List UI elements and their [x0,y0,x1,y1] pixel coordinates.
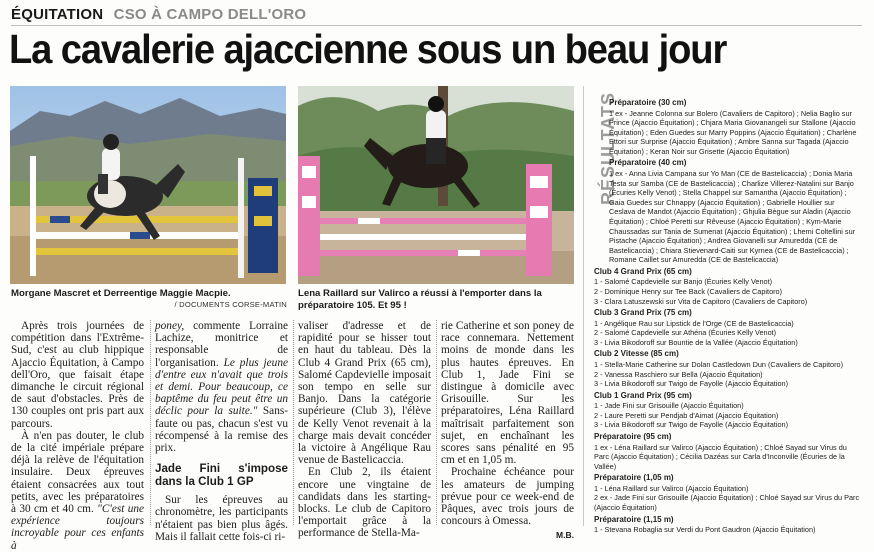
photo2-caption: Lena Raillard sur Valirco a réussi à l'emporter dans la préparatoire 105. Et 95 ! [298,288,542,311]
headline: La cavalerie ajaccienne sous un beau jour [9,26,727,72]
result-entry: 1 - Léna Raillard sur Valirco (Ajaccio Équitation) [594,483,749,493]
result-entry: 2 - Salomé Capdevielle sur Athéna (Écuries Kelly Venot) [594,328,777,338]
result-category: Préparatoire (1,05 m) [594,473,674,483]
result-entry: 1 ex - Jeanne Colonna sur Bolero (Cavaliers de Capitoro) ; Nelia Baglio sur Prince (Ajaccio Équitation) ; Chjara Maria Giovanangeli sur Stallone (Ajaccio Équitation) ; Eden Guedes sur Marry Poppins (Ajaccio Équitation) ; Charlène Ettori sur Surprise (Ajaccio Équitation) ; Ambre Sanna sur Tagada (Ajaccio Équitation) ; Keran Noir sur Grisette (Ajaccio Équitation) [609,108,857,156]
result-entry: 1 - Salomé Capdevielle sur Banjo (Écuries Kelly Venot) [594,277,773,287]
result-category: Club 3 Grand Prix (75 cm) [594,308,692,318]
column-divider [150,320,151,525]
article-paragraph: valiser d'adresse et de rapidité pour se hisser tout en haut du tableau. Dès la Club 4 Grand Prix (65 cm), Salomé Capdevielle imposait son tempo en selle sur Banjo. Dans la catégorie supérieure (Club 3), l'élève de Kelly Venot revenait à la charge mais devait concéder la victoire à Angélique Rau venue de Bastelicaccia. [298,320,431,467]
rubric [11,6,306,23]
result-entry: 3 - Livia Bikodoroff sur Bountie de la Vallée (Ajaccio Équitation) [594,337,798,347]
article-paragraph: En Club 2, ils étaient encore une vingtaine de candidats dans les starting-blocks. Le club de Capitoro l'emportait grâce à la performance de Stella-Ma- [298,466,431,540]
section-name: ÉQUITATION [11,6,104,23]
result-entry: 3 - Livia Bikodoroff sur Twigo de Fayolle (Ajaccio Équitation) [594,379,789,389]
article-paragraph: Après trois journées de compétition dans l'Extrême-Sud, c'est au club hippique Ajaccio Équitation, à Campo dell'Oro, que faisait étape dimanche le circuit régional de saut d'obstacles. Près de 130 couples ont pris part aux parcours. [11,320,144,430]
results-list [594,98,862,535]
photo-credit: / DOCUMENTS CORSE-MATIN [174,300,287,309]
result-entry: 3 - Livia Bikodoroff sur Twigo de Fayolle (Ajaccio Équitation) [594,420,789,430]
author-signature: M.B. [556,530,574,541]
result-entry: 2 - Dominique Henry sur Tee Back (Cavaliers de Capitoro) [594,287,783,296]
result-category: Préparatoire (30 cm) [609,98,687,107]
column-divider [293,320,294,525]
article-paragraph: Prochaine échéance pour les amateurs de jumping prévue pour ce week-end de Pâques, avec trois jours de concours à Omessa. [441,466,574,528]
result-entry: 1 - Jade Fini sur Grisouille (Ajaccio Équitation) [594,401,744,411]
result-entry: 1 - Angélique Rau sur Lipstick de l'Orge (CE de Bastelicaccia) [594,318,794,328]
article-column-1 [11,320,144,552]
article-paragraph: Sur les épreuves au chronomètre, les participants n'étaient pas bien plus âgés. Mais il fallait cette fois-ci ri- [155,494,288,543]
article-subhead: Jade Fini s'impose dans la Club 1 GP [155,462,288,489]
article-paragraph: À n'en pas douter, le club de la cité impériale prépare déjà la relève de l'équitation insulaire. Deux épreuves étaient consacrées aux tout petits, avec les préparatoires à 30 cm et 40 cm. "C'est une expérience toujours incroyable pour ces enfants à [11,429,144,552]
result-entry: 3 - Clara Latuszewski sur Vita de Capitoro (Cavaliers de Capitoro) [594,296,808,306]
result-entry: 1 ex - Léna Raillard sur Valirco (Ajaccio Équitation) ; Chloé Sayad sur Virus du Parc (Ajaccio Équitation) ; Cécilia Dazéas sur Carla d'Inconville (Écuries de la Vallée) [594,442,847,471]
article-paragraph: poney, commente Lorraine Lachize, monitrice et responsable de l'organisation. Le plus jeune d'entre eux n'avait que trois et demi. Pour beaucoup, ce baptême du feu peut être un déclic pour la suite." Sans-faute ou pas, chacun s'est vu récompensé à la remise des prix. [155,320,288,455]
result-category: Préparatoire (95 cm) [594,432,672,442]
article-paragraph: rie Catherine et son poney de race connemara. Nettement moins de monde dans les plus hautes épreuves. En Club 1, Jade Fini se distingue à domicile avec Grisouille. Sur les préparatoires, Léna Raillard maîtrisait parfaitement son sujet, en enchaînant les scores sans pénalité en 95 cm et en 1,05 m. [441,320,574,467]
result-category: Club 2 Vitesse (85 cm) [594,349,679,359]
photo1-caption: Morgane Mascret et Derreentige Maggie Macpie. [11,288,231,299]
article-column-3 [298,320,431,540]
result-entry: 1 - Stevana Robaglia sur Verdi du Pont Gaudron (Ajaccio Équitation) [594,525,816,535]
result-entry: 2 - Laure Peretti sur Pendjab d'Aimat (Ajaccio Équitation) [594,410,779,420]
article-column-4 [441,320,574,542]
photo-morgane-mascret [10,86,286,284]
result-category: Préparatoire (1,15 m) [594,514,674,524]
section-subtitle: CSO À CAMPO DELL'ORO [113,6,307,23]
result-category: Club 4 Grand Prix (65 cm) [594,266,692,276]
photo-lena-raillard [298,86,574,284]
results-title: RÉSULTATS [598,92,618,205]
result-entry: 1 ex - Anna Livia Campana sur Yo Man (CE de Bastelicaccia) ; Donia Maria Testa sur Samba (CE de Bastelicaccia) ; Charlize Villerez-Natalini sur Banjo (Écuries Kelly Venot) ; Stella Chappel sur Samantha (Ajaccio Équitation) ; Gaia Guedes sur Chnappy (Ajaccio Équitation) ; Gabrielle Houllier sur Ceslava de Mandot (Ajaccio Équitation) ; Ghjulia Bègue sur Aladin (Ajaccio Équitation) ; Chloé Peretti sur Rêveuse (Ajaccio Équitation) ; Kym-Marie Chaussadas sur Tania de Sumenat (Ajaccio Équitation) ; Lhemi Coltellini sur Pistache (Ajaccio Équitation) ; Andrea Giovanelli sur Amuredda (CE de Bastelicaccia) ; Chiara Stievenard-Caiti sur Kyrnea (CE de Bastelicaccia) ; Romane Caillet sur Amuredda (CE de Bastelicaccia) [609,168,856,265]
result-entry: 1 - Stella-Marie Catherine sur Dolan Castledown Dun (Cavaliers de Capitoro) [594,359,844,369]
result-category: Club 1 Grand Prix (95 cm) [594,390,692,400]
result-entry: 2 - Vanessa Raschiero sur Bella (Ajaccio Équitation) [594,369,763,379]
column-divider [436,320,437,525]
article-column-2 [155,320,288,543]
result-category: Préparatoire (40 cm) [609,158,687,168]
result-entry: 2 ex - Jade Fini sur Grisouille (Ajaccio Équitation) ; Chloé Sayad sur Virus du Parc (Ajaccio Équitation) [594,493,860,512]
